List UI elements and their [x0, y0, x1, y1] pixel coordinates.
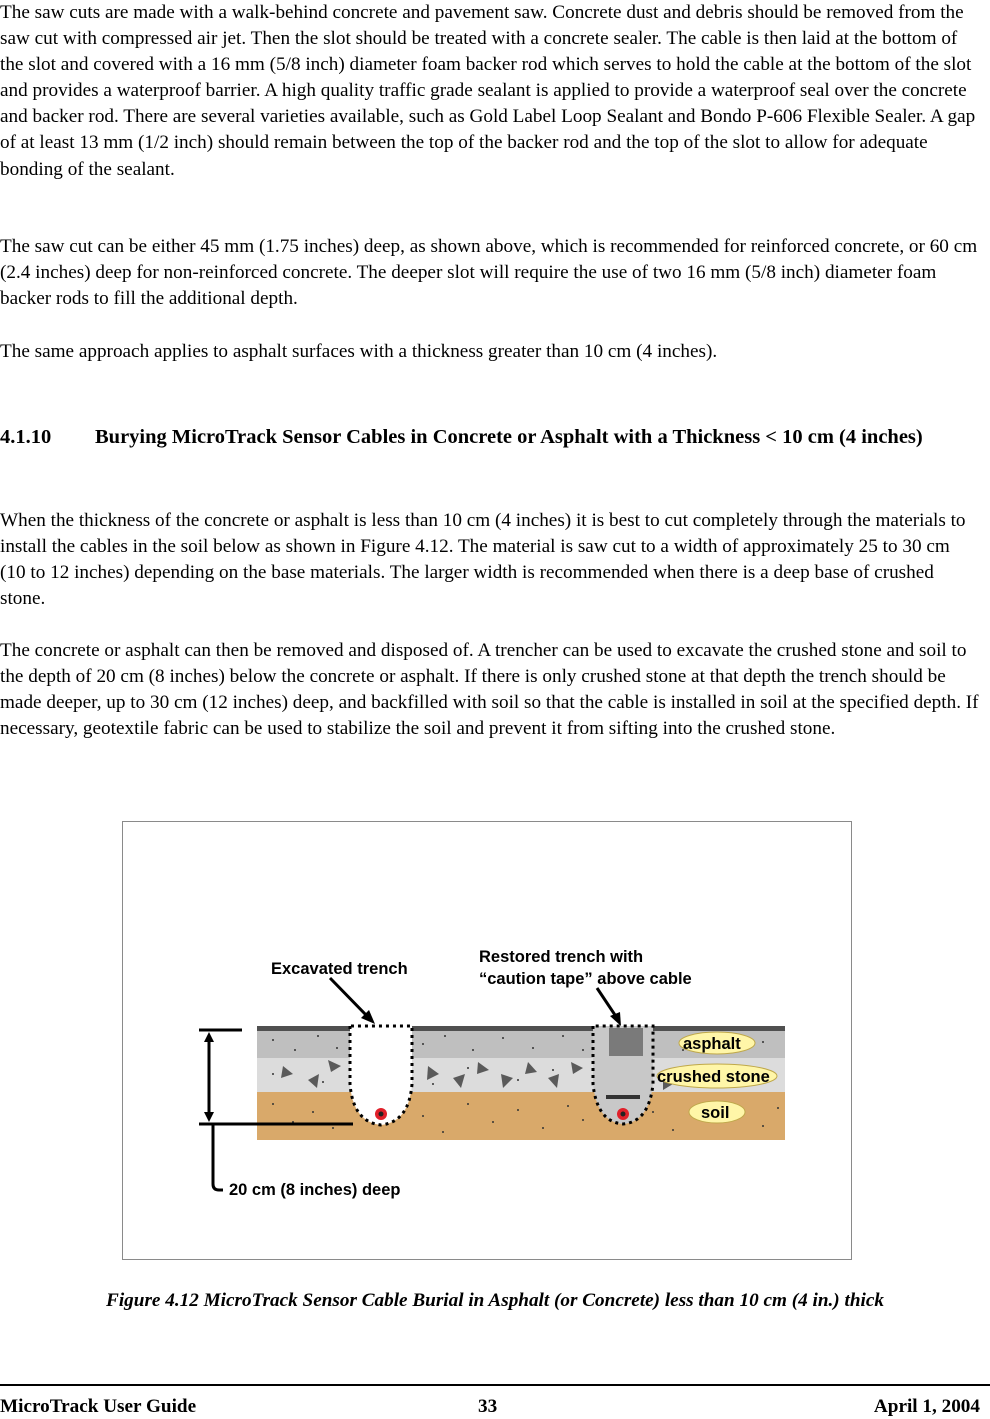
- figure-trench-diagram: [122, 821, 852, 1260]
- label-crushed-stone: crushed stone: [657, 1068, 770, 1086]
- footer-divider: [0, 1384, 990, 1386]
- arrowhead-restored-icon: [610, 1012, 621, 1026]
- pointer-restored: [597, 988, 617, 1018]
- figure-caption: Figure 4.12 MicroTrack Sensor Cable Burial in Asphalt (or Concrete) less than 10 cm (4 in.) thick: [106, 1290, 884, 1311]
- label-restored-line1: Restored trench with: [479, 948, 644, 966]
- paragraph-saw-cuts: The saw cuts are made with a walk-behind concrete and pavement saw. Concrete dust and debris should be removed from the saw cut with compressed air jet. Then the slot should be treated with a concrete sealer. The cable is then laid at the bottom of the slot and covered with a 16 mm (5/8 inch) diameter foam backer rod which serves to hold the cable at the bottom of the slot and provides a waterproof barrier. A high quality traffic grade sealant is applied to provide a waterproof seal over the concrete and backer rod. There are several varieties available, such as Gold Label Loop Sealant and Bondo P-606 Flexible Sealer. A gap of at least 13 mm (1/2 inch) should remain between the top of the backer rod and the top of the slot to allow for adequate bonding of the sealant.: [0, 2, 976, 180]
- label-excavated-trench: Excavated trench: [271, 960, 408, 978]
- paragraph-saw-depth: The saw cut can be either 45 mm (1.75 inches) deep, as shown above, which is recommended for reinforced concrete, or 60 cm (2.4 inches) deep for non-reinforced concrete. The deeper slot will require the use of two 16 mm (5/8 inch) diameter foam backer rods to fill the additional depth.: [0, 236, 978, 310]
- restored-asphalt-patch: [609, 1028, 643, 1056]
- label-asphalt: asphalt: [683, 1035, 741, 1053]
- section-number: 4.1.10: [0, 426, 52, 448]
- caution-tape: [606, 1095, 640, 1099]
- label-soil: soil: [701, 1104, 730, 1122]
- paragraph-asphalt-approach: The same approach applies to asphalt surfaces with a thickness greater than 10 cm (4 inches).: [0, 341, 718, 362]
- arrow-down-icon: [204, 1112, 214, 1122]
- surface-line: [257, 1026, 785, 1031]
- footer-page-number: 33: [478, 1396, 498, 1417]
- pointer-excavated: [330, 978, 369, 1018]
- footer-date: April 1, 2004: [873, 1396, 980, 1417]
- paragraph-trench-excavation: The concrete or asphalt can then be removed and disposed of. A trencher can be used to excavate the crushed stone and soil to the depth of 20 cm (8 inches) below the concrete or asphalt. If there is only crushed stone at that depth the trench should be made deeper, up to 30 cm (12 inches) deep, and backfilled with soil so that the cable is installed in soil at the specified depth. If necessary, geotextile fabric can be used to stabilize the soil and prevent it from sifting into the crushed stone.: [0, 640, 979, 740]
- paragraph-thin-materials: When the thickness of the concrete or asphalt is less than 10 cm (4 inches) it is best to cut completely through the materials to install the cables in the soil below as shown in Figure 4.12. The material is saw cut to a width of approximately 25 to 30 cm (10 to 12 inches) depending on the base materials. The larger width is recommended when there is a deep base of crushed stone.: [0, 510, 966, 610]
- arrow-up-icon: [204, 1032, 214, 1042]
- label-depth: 20 cm (8 inches) deep: [229, 1181, 401, 1199]
- footer-document-title: MicroTrack User Guide: [0, 1396, 197, 1417]
- label-restored-line2: “caution tape” above cable: [479, 970, 692, 988]
- section-title: Burying MicroTrack Sensor Cables in Concrete or Asphalt with a Thickness < 10 cm (4 inches): [95, 426, 923, 448]
